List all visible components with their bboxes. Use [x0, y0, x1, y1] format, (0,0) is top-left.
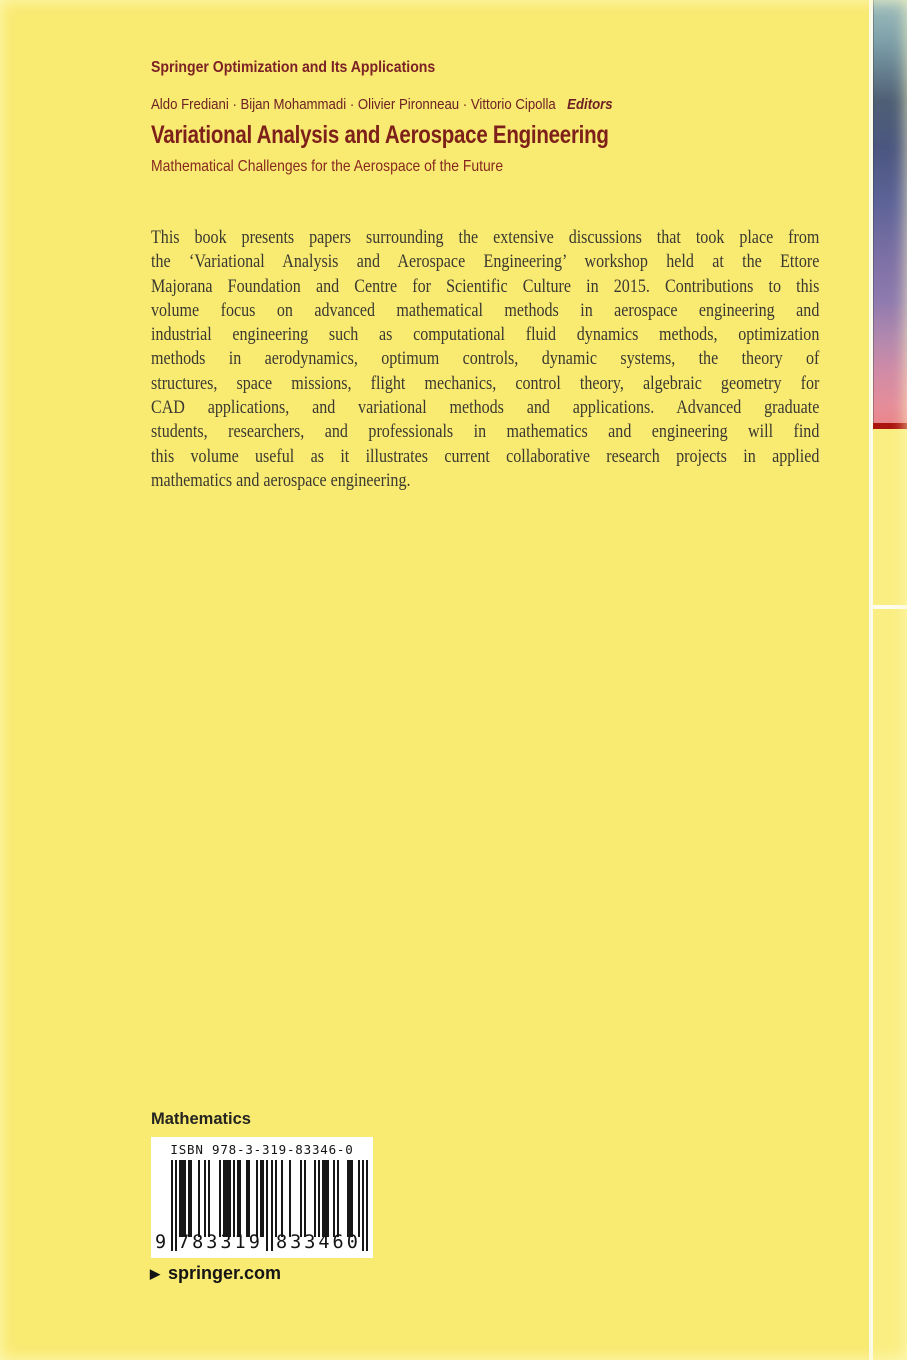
barcode-bar [246, 1160, 250, 1237]
isbn-barcode [151, 1137, 373, 1258]
paragraph-line: industrial engineering such as computational fluid dynamics methods, optimization [151, 325, 820, 346]
barcode-bar [358, 1160, 360, 1237]
barcode-bar [198, 1160, 200, 1237]
cover-edge-white-line [873, 605, 907, 609]
barcode-bar [300, 1160, 302, 1237]
cover-artwork-red-bar [873, 423, 907, 429]
paragraph-line: volume focus on advanced mathematical methods in aerospace engineering and [151, 300, 820, 321]
springer-footer [150, 1263, 281, 1284]
book-title [151, 121, 709, 150]
barcode-digits-group1: 783319 [178, 1232, 263, 1253]
barcode-bar [275, 1160, 277, 1237]
paragraph-line: Majorana Foundation and Centre for Scientific Culture in 2015. Contributions to this [151, 276, 820, 297]
springer-website: springer.com [168, 1263, 282, 1283]
barcode-bar [337, 1160, 339, 1237]
barcode-bar [314, 1160, 316, 1237]
paragraph-line: CAD applications, and variational methods and applications. Advanced graduate [151, 398, 820, 419]
barcode-bar [322, 1160, 328, 1237]
barcode-bar [233, 1160, 235, 1237]
category-label: Mathematics [151, 1110, 251, 1128]
barcode-bar [318, 1160, 320, 1237]
barcode-bar [347, 1160, 353, 1237]
barcode-bar [289, 1160, 291, 1237]
barcode-digit-left: 9 [155, 1232, 167, 1253]
barcode-bar [271, 1160, 273, 1251]
barcode-bar [237, 1160, 241, 1237]
editors-names-wrap [151, 96, 613, 113]
paragraph-line: mathematics and aerospace engineering. [151, 470, 411, 491]
barcode-bar [266, 1160, 268, 1251]
barcode-bar [219, 1160, 221, 1237]
barcode-bar [204, 1160, 206, 1237]
barcode-bar [223, 1160, 231, 1237]
barcode-bar [208, 1160, 210, 1237]
editors-label: Editors [567, 96, 613, 113]
barcode-bar [304, 1160, 306, 1237]
series-title-text: Springer Optimization and Its Applications [151, 59, 436, 76]
fold-divider-line [869, 0, 873, 1360]
paragraph-line: methods in aerodynamics, optimum controls, dynamic systems, the theory of [151, 349, 820, 370]
back-cover-description [151, 226, 819, 493]
barcode-bar [171, 1160, 173, 1251]
barcode-bar [260, 1160, 264, 1237]
barcode-bar [256, 1160, 258, 1237]
barcode-bar [188, 1160, 192, 1237]
paragraph-line: the ‘Variational Analysis and Aerospace Engineering’ workshop held at the Ettore [151, 252, 820, 273]
paragraph-line: structures, space missions, flight mechanics, control theory, algebraic geometry for [151, 373, 820, 394]
barcode-bar [175, 1160, 177, 1251]
barcode-bar [362, 1160, 364, 1251]
paragraph-line: This book presents papers surrounding the extensive discussions that took place from [151, 228, 820, 248]
book-subtitle [151, 158, 556, 176]
paragraph-line: this volume useful as it illustrates current collaborative research projects in applied [151, 446, 820, 467]
barcode-bar [281, 1160, 283, 1237]
editors-line [151, 96, 676, 113]
paragraph-line: students, researchers, and professionals in mathematics and engineering will find [151, 422, 820, 443]
barcode-bar [333, 1160, 335, 1237]
book-subtitle-text: Mathematical Challenges for the Aerospace of the Future [151, 158, 504, 175]
book-title-text: Variational Analysis and Aerospace Engineering [151, 121, 609, 149]
editors-names: Aldo Frediani · Bijan Mohammadi · Olivier Pironneau · Vittorio Cipolla [151, 96, 556, 113]
triangle-right-icon: ▶ [150, 1266, 160, 1281]
barcode-bar [179, 1160, 185, 1237]
barcode-digits-group2: 833460 [276, 1232, 361, 1253]
series-title [151, 59, 474, 77]
front-cover-edge-strip [873, 0, 907, 1360]
cover-artwork-gradient [873, 0, 907, 423]
barcode-bar [366, 1160, 368, 1251]
isbn-text: ISBN 978-3-319-83346-0 [170, 1142, 354, 1157]
